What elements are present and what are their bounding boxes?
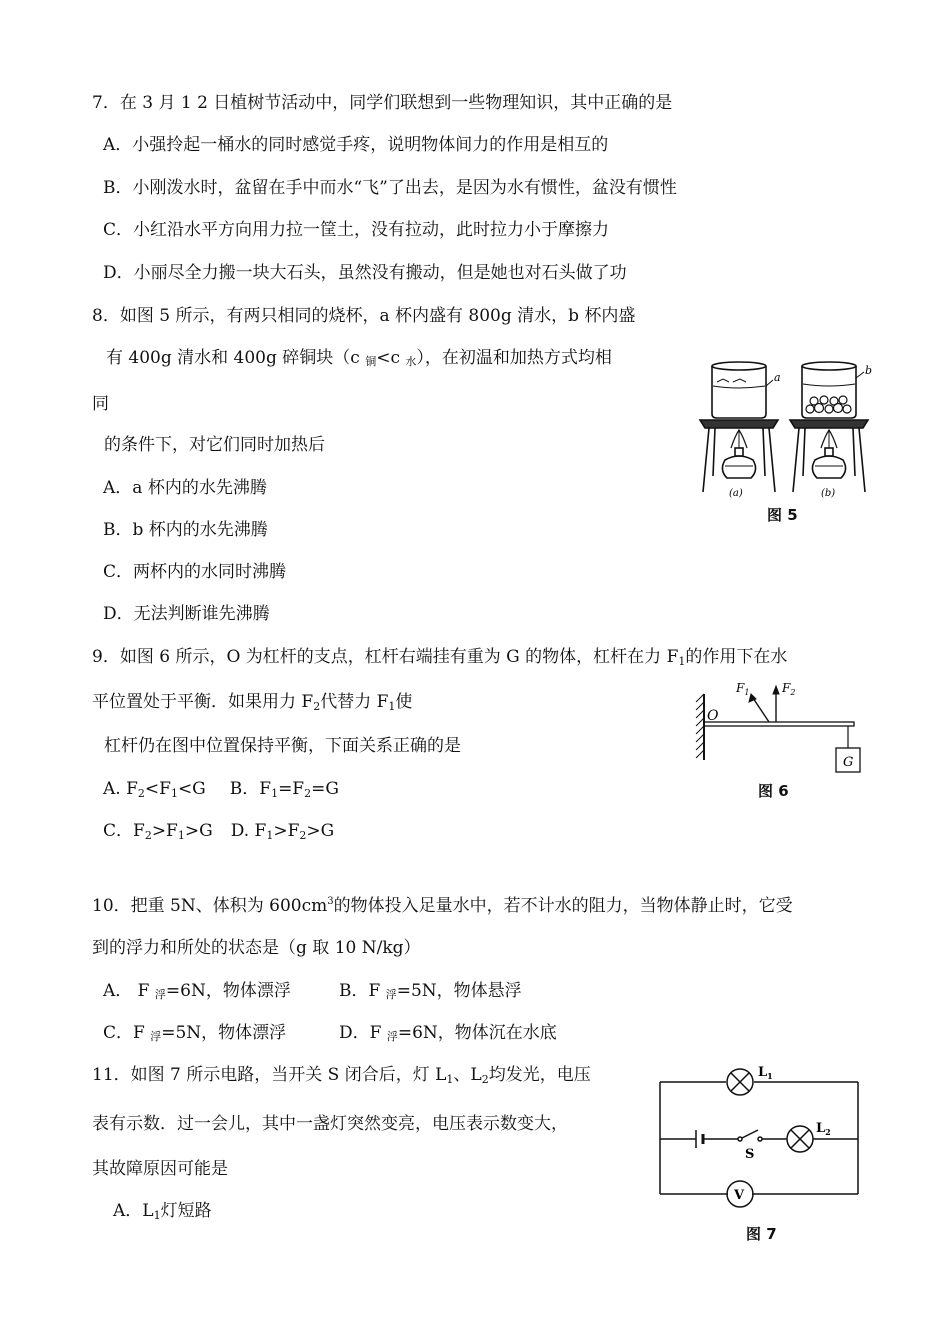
switch-S-label: S xyxy=(745,1147,755,1162)
figure-7-circuit xyxy=(652,1060,872,1250)
sublabel-b: (b) xyxy=(821,488,836,499)
force-F2: $F_2$ xyxy=(782,681,796,697)
q10-option-c: C．F 浮=5N，物体漂浮 xyxy=(103,1023,287,1043)
figure-5-caption: 图 5 xyxy=(767,506,798,524)
q11-stem-line3: 其故障原因可能是 xyxy=(92,1159,228,1179)
lamp-L1-label: $L_1$ xyxy=(758,1065,773,1081)
weight-G: G xyxy=(843,755,854,770)
q7-option-a: A．小强拎起一桶水的同时感觉手疼，说明物体间力的作用是相互的 xyxy=(103,135,609,155)
q10-option-b: B．F 浮=5N，物体悬浮 xyxy=(339,981,522,1001)
q8-stem-line2: 有 400g 清水和 400g 碎铜块（c 铜<c 水），在初温和加热方式均相 xyxy=(106,348,612,368)
pivot-O: O xyxy=(707,708,719,724)
figure-7-caption: 图 7 xyxy=(746,1225,777,1243)
q7-option-c: C．小红沿水平方向用力拉一筐土，没有拉动，此时拉力小于摩擦力 xyxy=(103,220,610,240)
q10-stem-line1: 10．把重 5N、体积为 $600cm^3$的物体投入足量水中，若不计水的阻力，当物体静止时，它受 xyxy=(92,896,793,916)
lamp-L2-label: $L_2$ xyxy=(816,1121,831,1137)
q9-options-ab: A. $F_2<F_1<G$ B．$F_1=F_2=G$ xyxy=(103,779,339,800)
q8-option-d: D．无法判断谁先沸腾 xyxy=(103,604,270,624)
q7-option-d: D．小丽尽全力搬一块大石头，虽然没有搬动，但是她也对石头做了功 xyxy=(103,263,627,283)
q10-option-d: D．F 浮=6N，物体沉在水底 xyxy=(339,1023,557,1043)
label-a: a xyxy=(774,371,781,384)
force-F1: $F_1$ xyxy=(736,681,750,697)
q9-stem-line1: 9．如图 6 所示，O 为杠杆的支点，杠杆右端挂有重为 G 的物体，杠杆在力 $F_1$的作用下在水 xyxy=(92,647,788,668)
figure-6-lever xyxy=(690,672,870,807)
q8-option-b: B．b 杯内的水先沸腾 xyxy=(103,520,268,540)
q9-options-cd: C．$F_2>F_1>G$ D. $F_1>F_2>G$ xyxy=(103,821,335,842)
figure-6-caption: 图 6 xyxy=(758,782,789,800)
q11-option-a: A．$L_1$灯短路 xyxy=(113,1201,212,1222)
q10-stem-line2: 到的浮力和所处的状态是（g 取 10 N/kg） xyxy=(92,938,421,958)
q10-option-a: A． F 浮=6N，物体漂浮 xyxy=(103,981,291,1001)
q9-stem-line2: 平位置处于平衡．如果用力 $F_2$代替力 $F_1$使 xyxy=(92,692,413,713)
figure-5-beakers xyxy=(695,356,895,531)
voltmeter-V-label: V xyxy=(734,1188,745,1203)
q7-option-b: B．小刚泼水时，盆留在手中而水“飞”了出去，是因为水有惯性，盆没有惯性 xyxy=(103,178,677,198)
label-b: b xyxy=(865,364,873,377)
q11-stem-line1: 11．如图 7 所示电路，当开关 S 闭合后，灯 $L_1$、$L_2$均发光，电压 xyxy=(92,1065,591,1086)
q8-option-a: A．a 杯内的水先沸腾 xyxy=(103,478,267,498)
q8-stem-line1: 8．如图 5 所示，有两只相同的烧杯，a 杯内盛有 800g 清水，b 杯内盛 xyxy=(92,306,636,326)
q9-stem-line3: 杠杆仍在图中位置保持平衡，下面关系正确的是 xyxy=(104,736,461,756)
q8-option-c: C．两杯内的水同时沸腾 xyxy=(103,562,287,582)
q8-stem-line3: 同 xyxy=(92,394,109,414)
q8-stem-line4: 的条件下，对它们同时加热后 xyxy=(104,435,325,455)
q7-stem: 7．在 3 月 1 2 日植树节活动中，同学们联想到一些物理知识，其中正确的是 xyxy=(92,93,673,113)
sublabel-a: (a) xyxy=(729,488,743,499)
q11-stem-line2: 表有示数．过一会儿，其中一盏灯突然变亮，电压表示数变大， xyxy=(92,1114,568,1134)
